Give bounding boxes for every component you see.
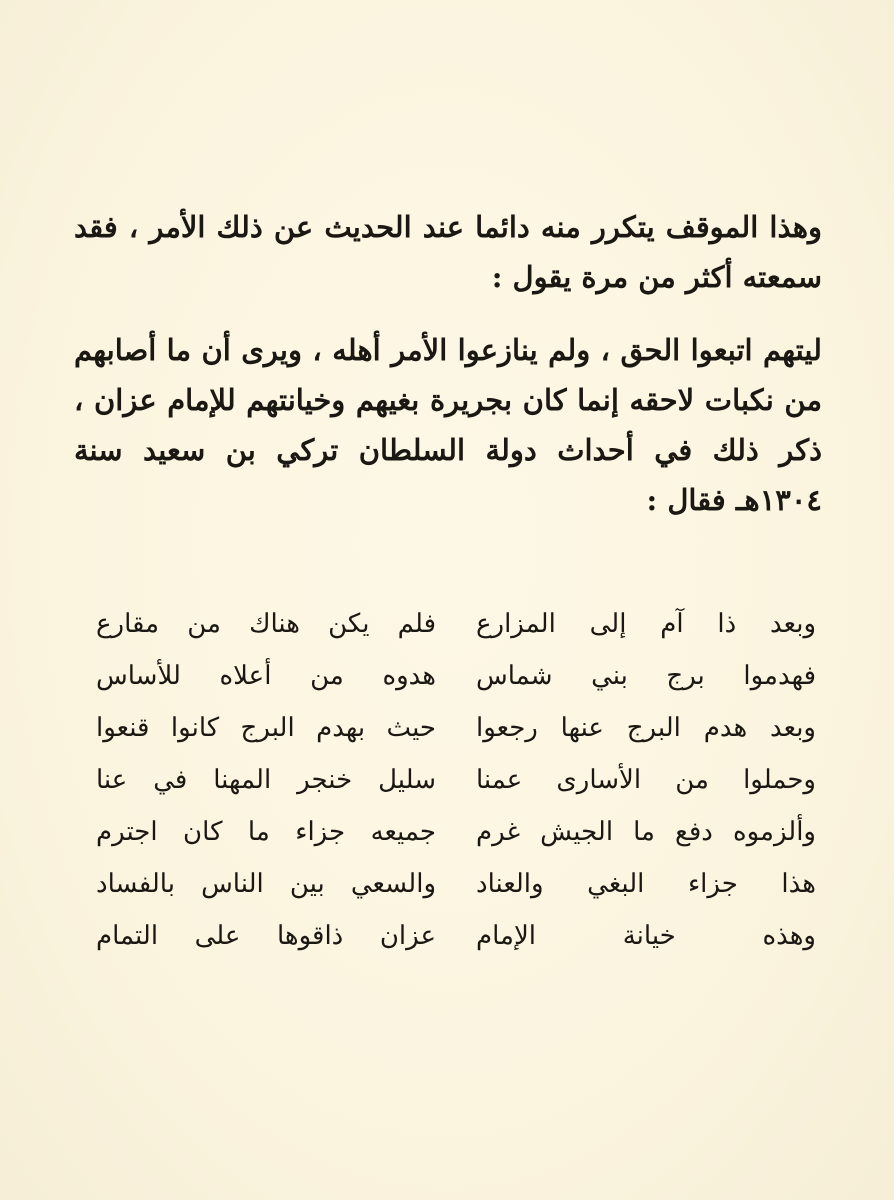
first-hemistich: وهذه خيانة الإمام [476,921,816,951]
first-hemistich: وحملوا من الأسارى عمنا [476,765,816,795]
first-hemistich: هذا جزاء البغي والعناد [476,869,816,899]
second-hemistich: والسعي بين الناس بالفساد [96,869,436,899]
first-hemistich: فهدموا برج بني شماس [476,661,816,691]
poem-verse [96,598,816,650]
poem-verse [96,650,816,702]
poem-verse [96,858,816,910]
second-hemistich: حيث بهدم البرج كانوا قنعوا [96,713,436,743]
first-hemistich: وبعد ذا آم إلى المزارع [476,609,816,639]
first-hemistich: وبعد هدم البرج عنها رجعوا [476,713,816,743]
second-hemistich: هدوه من أعلاه للأساس [96,661,436,691]
poem-verse [96,806,816,858]
poem-verse [96,910,816,962]
second-hemistich: سليل خنجر المهنا في عنا [96,765,436,795]
second-hemistich: جميعه جزاء ما كان اجترم [96,817,436,847]
second-hemistich: فلم يكن هناك من مقارع [96,609,436,639]
paragraph-narrative: ليتهم اتبعوا الحق ، ولم ينازعوا الأمر أهله ، ويرى أن ما أصابهم من نكبات لاحقه إنما كان بجريرة بغيهم وخيانتهم للإمام عزان ، ذكر ذلك في أحداث دولة السلطان تركي بن سعيد سنة ١٣٠٤هـ فقال : [74,333,822,517]
poem-verse [96,702,816,754]
first-hemistich: وألزموه دفع ما الجيش غرم [476,817,816,847]
poem-verse [96,754,816,806]
paragraph-intro: وهذا الموقف يتكرر منه دائما عند الحديث عن ذلك الأمر ، فقد سمعته أكثر من مرة يقول : [74,210,822,294]
poem [96,598,816,962]
second-hemistich: عزان ذاقوها على التمام [96,921,436,951]
